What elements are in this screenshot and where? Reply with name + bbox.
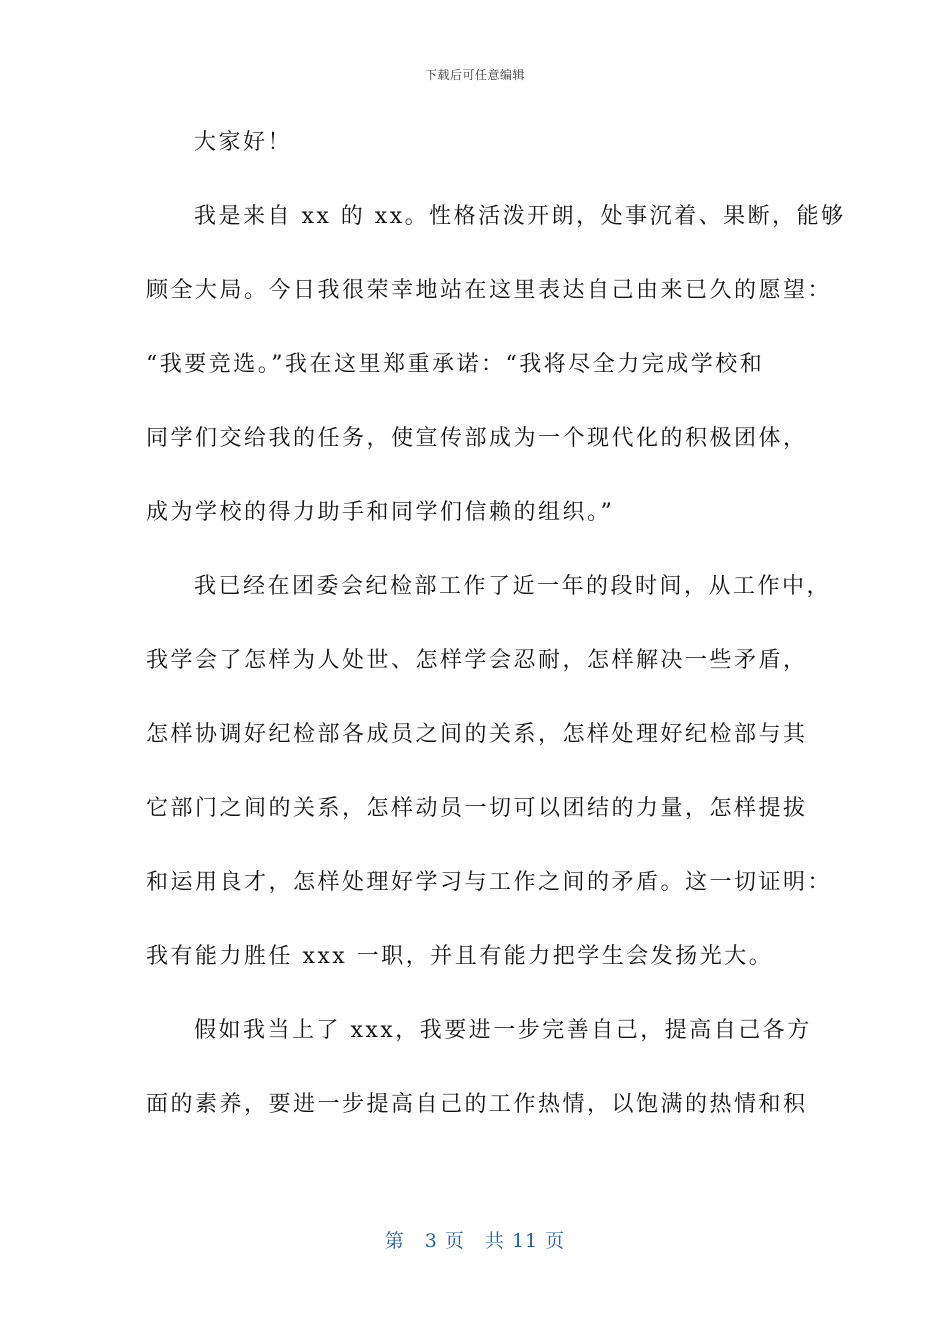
line-capability: 我有能力胜任 xxx 一职，并且有能力把学生会发扬光大。 (146, 944, 774, 969)
line-experience: 我已经在团委会纪检部工作了近一年的段时间，从工作中， (194, 574, 832, 599)
page-number: 第 3 页 共 11 页 (384, 1230, 566, 1252)
line-departments: 它部门之间的关系，怎样动员一切可以团结的力量，怎样提拔 (146, 796, 808, 821)
line-greeting: 大家好！ (194, 130, 293, 155)
line-wish: 顾全大局。今日我很荣幸地站在这里表达自己由来已久的愿望： (146, 278, 833, 303)
line-talent: 和运用良才，怎样处理好学习与工作之间的矛盾。这一切证明： (146, 870, 833, 895)
download-note: 下载后可任意编辑 (424, 68, 525, 82)
line-organization: 成为学校的得力助手和同学们信赖的组织。” (146, 500, 615, 525)
line-intro: 我是来自 xx 的 xx。性格活泼开朗，处事沉着、果断，能够 (194, 204, 846, 229)
line-learned: 我学会了怎样为人处世、怎样学会忍耐，怎样解决一些矛盾， (146, 648, 808, 673)
document-body (146, 124, 846, 1160)
line-task: 同学们交给我的任务，使宣传部成为一个现代化的积极团体， (146, 426, 808, 451)
line-coordinate: 怎样协调好纪检部各成员之间的关系，怎样处理好纪检部与其 (146, 722, 808, 747)
line-promise: “我要竞选。”我在这里郑重承诺：“我将尽全力完成学校和 (146, 352, 765, 377)
line-enthusiasm: 面的素养，要进一步提高自己的工作热情，以饱满的热情和积 (146, 1092, 808, 1117)
line-if-elected: 假如我当上了 xxx，我要进一步完善自己，提高自己各方 (194, 1018, 812, 1043)
